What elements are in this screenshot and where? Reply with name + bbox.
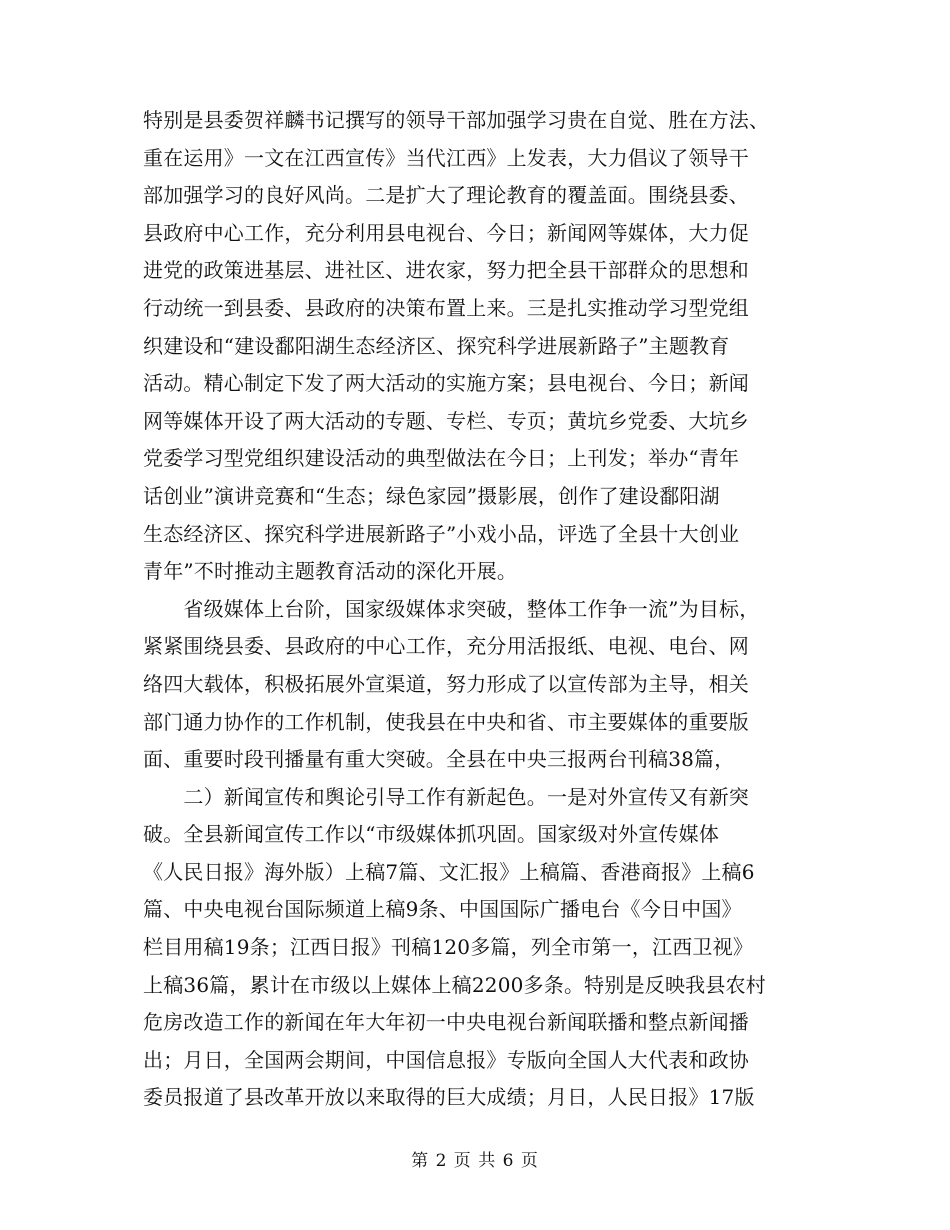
text-line: 网等媒体开设了两大活动的专题、专栏、专页；黄坑乡党委、大坑乡 (143, 408, 749, 433)
text-line: 县政府中心工作，充分利用县电视台、今日；新闻网等媒体，大力促 (143, 220, 749, 245)
text-line: 织建设和“建设鄱阳湖生态经济区、探究科学进展新路子”主题教育 (143, 333, 730, 358)
text-line: 党委学习型党组织建设活动的典型做法在今日；上刊发；举办“青年 (143, 446, 740, 471)
text-line: 篇、中央电视台国际频道上稿9条、中国国际广播电台《今日中国》 (143, 897, 742, 922)
text-line: 进党的政策进基层、进社区、进农家，努力把全县干部群众的思想和 (143, 258, 749, 283)
text-line: 部加强学习的良好风尚。二是扩大了理论教育的覆盖面。围绕县委、 (143, 183, 749, 208)
text-line: 生态经济区、探究科学进展新路子”小戏小品，评选了全县十大创业 (143, 521, 740, 546)
page-number-footer: 第 2 页 共 6 页 (411, 1151, 539, 1171)
text-line: 部门通力协作的工作机制，使我县在中央和省、市主要媒体的重要版 (143, 709, 749, 734)
text-line: 委员报道了县改革开放以来取得的巨大成绩；月日，人民日报》17版 (143, 1085, 755, 1110)
text-line: 破。全县新闻宣传工作以“市级媒体抓巩固。国家级对外宣传媒体 (143, 822, 720, 847)
text-line: 紧紧围绕县委、县政府的中心工作，充分用活报纸、电视、电台、网 (143, 634, 749, 659)
text-line: 《人民日报》海外版）上稿7篇、文汇报》上稿篇、香港商报》上稿6 (143, 859, 755, 884)
body-text (143, 102, 808, 1117)
text-line: 危房改造工作的新闻在年大年初一中央电视台新闻联播和整点新闻播 (143, 1010, 749, 1035)
text-line: 面、重要时段刊播量有重大突破。全县在中央三报两台刊稿38篇， (143, 747, 735, 772)
text-line: 青年”不时推动主题教育活动的深化开展。 (143, 559, 518, 584)
text-line: 栏目用稿19条；江西日报》刊稿120多篇，列全市第一，江西卫视》 (143, 935, 754, 960)
text-line: 活动。精心制定下发了两大活动的实施方案；县电视台、今日；新闻 (143, 371, 749, 396)
text-line: 重在运用》一文在江西宣传》当代江西》上发表，大力倡议了领导干 (143, 145, 749, 170)
text-line: 二）新闻宣传和舆论引导工作有新起色。一是对外宣传又有新突 (143, 784, 749, 809)
text-line: 上稿36篇，累计在市级以上媒体上稿2200多条。特别是反映我县农村 (143, 972, 766, 997)
text-line: 行动统一到县委、县政府的决策布置上来。三是扎实推动学习型党组 (143, 295, 749, 320)
text-line: 特别是县委贺祥麟书记撰写的领导干部加强学习贵在自觉、胜在方法、 (143, 108, 770, 132)
text-line: 省级媒体上台阶，国家级媒体求突破，整体工作争一流”为目标， (143, 596, 760, 621)
text-line: 络四大载体，积极拓展外宣渠道，努力形成了以宣传部为主导，相关 (143, 671, 749, 696)
text-line: 话创业”演讲竞赛和“生态；绿色家园”摄影展，创作了建设鄱阳湖 (143, 483, 720, 508)
text-line: 出；月日，全国两会期间，中国信息报》专版向全国人大代表和政协 (143, 1047, 749, 1072)
